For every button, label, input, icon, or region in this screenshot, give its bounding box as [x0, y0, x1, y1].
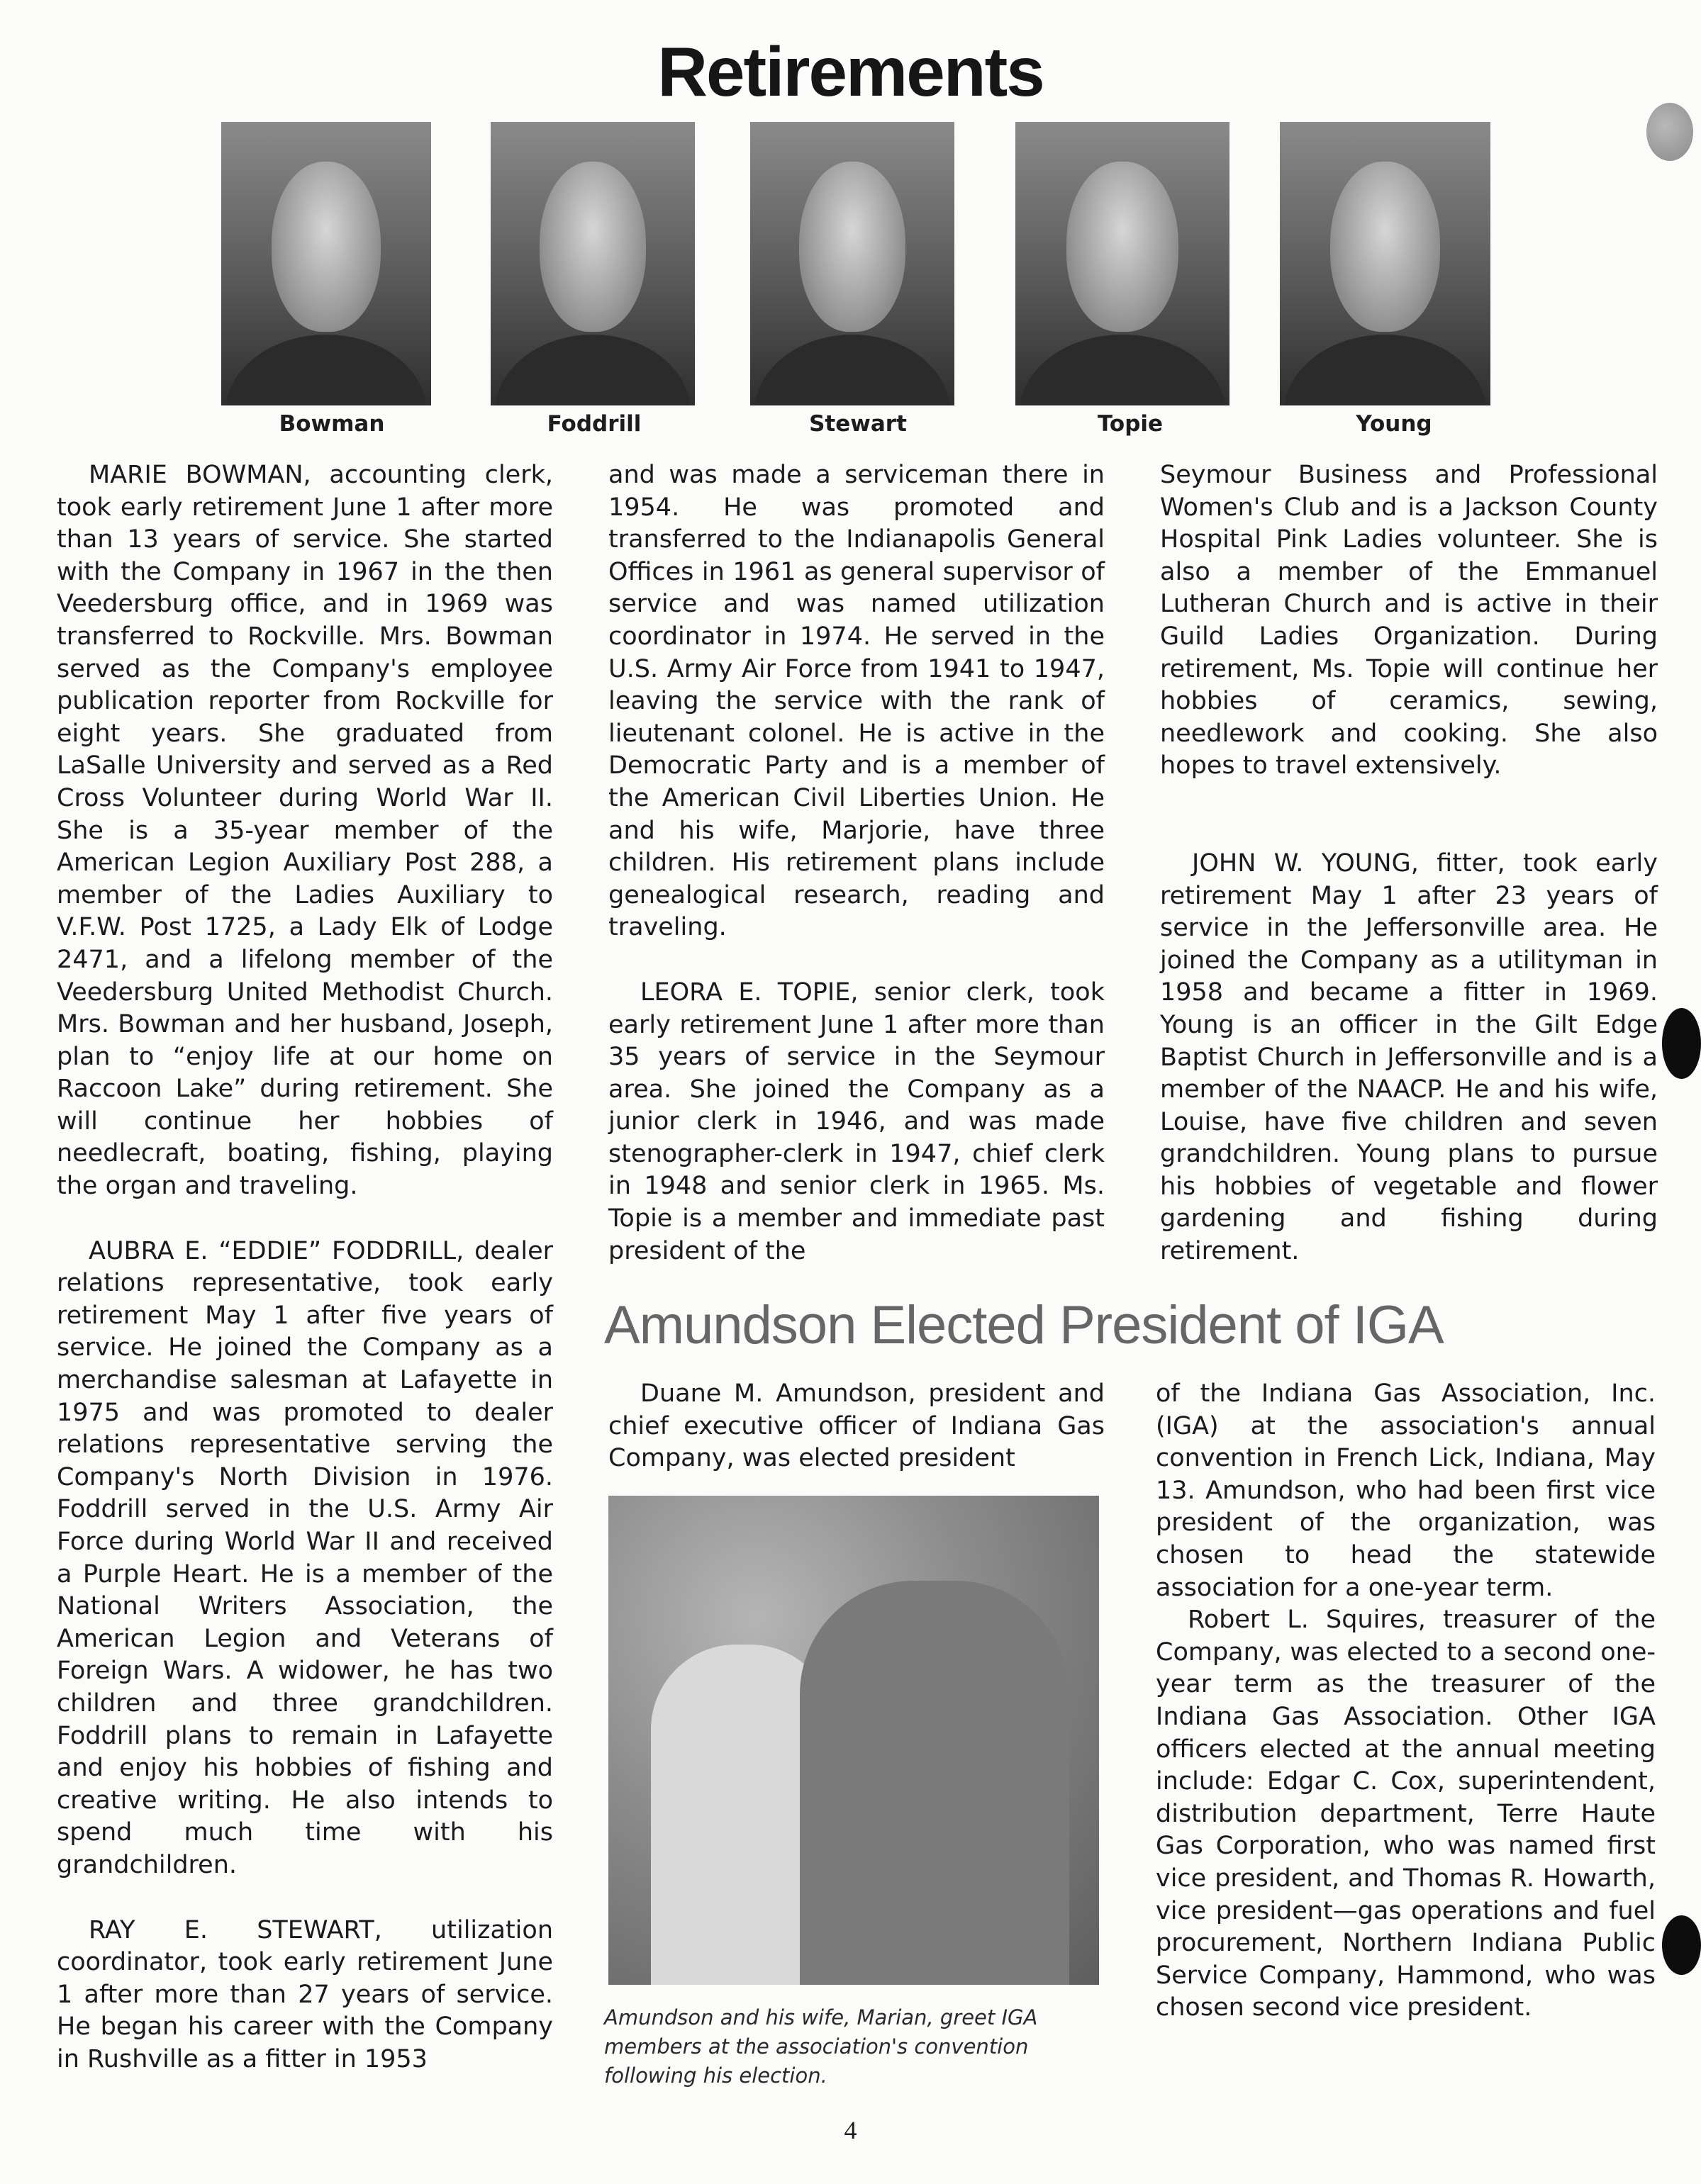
topie-paragraph: LEORA E. TOPIE, senior clerk, took early retirement June 1 after more than 35 years of service in the Seymour area. She joined the Company as a junior clerk in 1946, and was made stenographer-clerk in 1947, chief clerk in 1948 and senior clerk in 1965. Ms. Topie is a member and immediate past president of the — [608, 978, 1105, 1265]
portrait-caption: Young — [1356, 411, 1432, 437]
portrait-young-photo — [1280, 122, 1490, 405]
foddrill-paragraph: AUBRA E. “EDDIE” FODDRILL, dealer relations representative, took early retirement May 1 after five years of service. He joined the Company as a merchandise salesman at Lafayette in 1975 and was promoted to dealer relations representative serving the Company's North Division in 1976. Foddrill served in the U.S. Army Air Force during World War II and received a Purple Heart. He is a member of the National Writers Association, the American Legion and Veterans of Foreign Wars. A widower, he has two children and three grandchildren. Foddrill plans to remain in Lafayette and enjoy his hobbies of fishing and creative writing. He also intends to spend much time with his grandchildren. — [57, 1236, 553, 1879]
stewart-paragraph: RAY E. STEWART, utilization coordinator, took early retirement June 1 after more than 27 years of service. He began his career with the Company in Rushville as a fitter in 1953 — [57, 1915, 553, 2073]
page-number: 4 — [844, 2116, 857, 2144]
amundson-paragraph-2: Robert L. Squires, treasurer of the Company, was elected to a second one-year term as the treasurer of the Indiana Gas Association. Other IGA officers elected at the annual meeting include: Edgar C. Cox, superintendent, distribution department, Terre Haute Gas Corporation, who was named first vice president, and Thomas R. Howarth, vice president—gas operations and fuel procurement, Northern Indiana Public Service Company, Hammond, who was chosen second vice president. — [1156, 1606, 1656, 2022]
topie-paragraph-continued: Seymour Business and Professional Women's Club and is a Jackson County Hospital Pink Ladies volunteer. She is also a member of the Emmanuel Lutheran Church and is active in their Guild Ladies Organization. During retirement, Ms. Topie will continue her hobbies of ceramics, sewing, needlework and cooking. She also hopes to travel extensively. — [1160, 461, 1658, 780]
binder-hole-middle — [1662, 1008, 1701, 1079]
portrait-caption: Topie — [1097, 411, 1164, 437]
amundson-photo — [608, 1496, 1099, 1985]
portrait-topie-photo — [1015, 122, 1229, 405]
portrait-caption: Bowman — [279, 411, 385, 437]
amundson-headline: Amundson Elected President of IGA — [604, 1295, 1444, 1355]
amundson-column-2 — [1156, 1378, 1656, 2025]
amundson-paragraph-1-continued: of the Indiana Gas Association, Inc. (IGA) at the association's annual convention in French Lick, Indiana, May 13. Amundson, who had been first vice president of the organization, was chosen to head the statewide association for a one-year term. — [1156, 1379, 1656, 1602]
article-column-3 — [1160, 459, 1658, 1268]
amundson-column-1 — [608, 1378, 1105, 1475]
bowman-paragraph: MARIE BOWMAN, accounting clerk, took early retirement June 1 after more than 13 years of service. She started with the Company in 1967 in the then Veedersburg office, and in 1969 was transferred to Rockville. Mrs. Bowman served as the Company's employee publication reporter from Rockville for eight years. She graduated from LaSalle University and served as a Red Cross Volunteer during World War II. She is a 35-year member of the American Legion Auxiliary Post 288, a member of the Ladies Auxiliary to V.F.W. Post 1725, a Lady Elk of Lodge 2471, and a lifelong member of the Veedersburg United Methodist Church. Mrs. Bowman and her husband, Joseph, plan to “enjoy life at our home on Raccoon Lake” during retirement. She will continue her hobbies of needlecraft, boating, fishing, playing the organ and traveling. — [57, 461, 553, 1201]
article-column-2 — [608, 459, 1105, 1267]
binder-hole-top — [1646, 103, 1693, 161]
stewart-paragraph-continued: and was made a serviceman there in 1954. He was promoted and transferred to the Indianapolis General Offices in 1961 as general supervisor of service and was named utilization coordinator in 1974. He served in the U.S. Army Air Force from 1941 to 1947, leaving the service with the rank of lieutenant colonel. He is active in the Democratic Party and is a member of the American Civil Liberties Union. He and his wife, Marjorie, have three children. His retirement plans include genealogical research, reading and traveling. — [608, 461, 1105, 942]
portrait-caption: Stewart — [809, 411, 907, 437]
binder-hole-bottom — [1662, 1915, 1701, 1975]
young-paragraph: JOHN W. YOUNG, fitter, took early retirement May 1 after 23 years of service in the Jeffersonville area. He joined the Company as a utilityman in 1958 and became a fitter in 1969. Young is an officer in the Gilt Edge Baptist Church in Jeffersonville and is a member of the NAACP. He and his wife, Louise, have five children and seven grandchildren. Young plans to pursue his hobbies of vegetable and flower gardening and fishing during retirement. — [1160, 849, 1658, 1266]
amundson-photo-caption: Amundson and his wife, Marian, greet IGA members at the association's convention following his election. — [604, 2005, 1038, 2088]
page-title: Retirements — [657, 33, 1044, 111]
portrait-bowman-photo — [221, 122, 431, 405]
portrait-foddrill-photo — [491, 122, 695, 405]
portrait-caption: Foddrill — [547, 411, 642, 437]
amundson-paragraph-1: Duane M. Amundson, president and chief executive officer of Indiana Gas Company, was elected president — [608, 1379, 1105, 1473]
portrait-stewart-photo — [750, 122, 954, 405]
article-column-1 — [57, 459, 553, 2076]
